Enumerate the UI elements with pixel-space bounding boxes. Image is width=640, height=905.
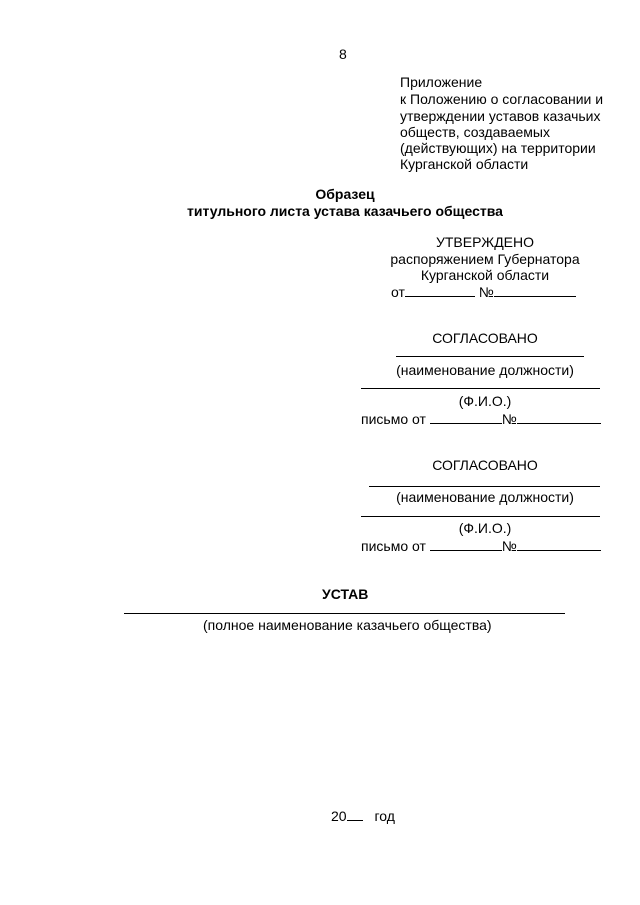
letter-number-blank — [517, 411, 601, 424]
approved-line: Курганской области — [420, 267, 550, 283]
page-number: 8 — [339, 46, 347, 62]
heading-title-page: титульного листа устава казачьего общества — [187, 203, 503, 219]
charter-title: УСТАВ — [322, 586, 369, 602]
appendix-line: к Положению о согласовании и — [400, 91, 604, 107]
charter-name-line — [124, 613, 565, 614]
appendix-line: утверждении уставов казачьих — [400, 108, 601, 124]
letter-number-blank — [517, 538, 601, 551]
letter-date-blank — [430, 411, 502, 424]
name-caption: (Ф.И.О.) — [458, 520, 512, 536]
date-blank — [405, 284, 475, 297]
name-line — [361, 388, 600, 389]
agreed-title: СОГЛАСОВАНО — [432, 457, 538, 473]
position-line — [396, 356, 584, 357]
position-caption: (наименование должности) — [396, 489, 574, 505]
appendix-line: (действующих) на территории — [400, 140, 596, 156]
year-suffix: год — [374, 808, 395, 824]
year-prefix: 20 — [331, 808, 347, 824]
approved-date-row — [391, 284, 576, 300]
number-label: № — [501, 538, 517, 554]
name-line — [361, 516, 600, 517]
appendix-line: обществ, создаваемых — [400, 124, 550, 140]
agreed-title: СОГЛАСОВАНО — [432, 330, 538, 346]
letter-date-blank — [430, 538, 502, 551]
position-line — [369, 486, 600, 487]
appendix-line: Приложение — [400, 74, 483, 90]
number-label: № — [501, 411, 517, 427]
letter-label: письмо от — [361, 538, 426, 554]
appendix-line: Курганской области — [400, 156, 529, 172]
letter-row — [361, 411, 601, 427]
year-row — [331, 808, 395, 824]
name-caption: (Ф.И.О.) — [458, 393, 512, 409]
charter-caption: (полное наименование казачьего общества) — [203, 617, 492, 633]
from-label: от — [391, 284, 405, 300]
year-blank — [347, 808, 363, 821]
letter-row — [361, 538, 601, 554]
position-caption: (наименование должности) — [396, 362, 574, 378]
approved-line: распоряжением Губернатора — [390, 251, 580, 267]
heading-sample: Образец — [315, 186, 375, 202]
approved-title: УТВЕРЖДЕНО — [435, 234, 535, 250]
number-label: № — [478, 284, 494, 300]
number-blank — [494, 284, 576, 297]
letter-label: письмо от — [361, 411, 426, 427]
